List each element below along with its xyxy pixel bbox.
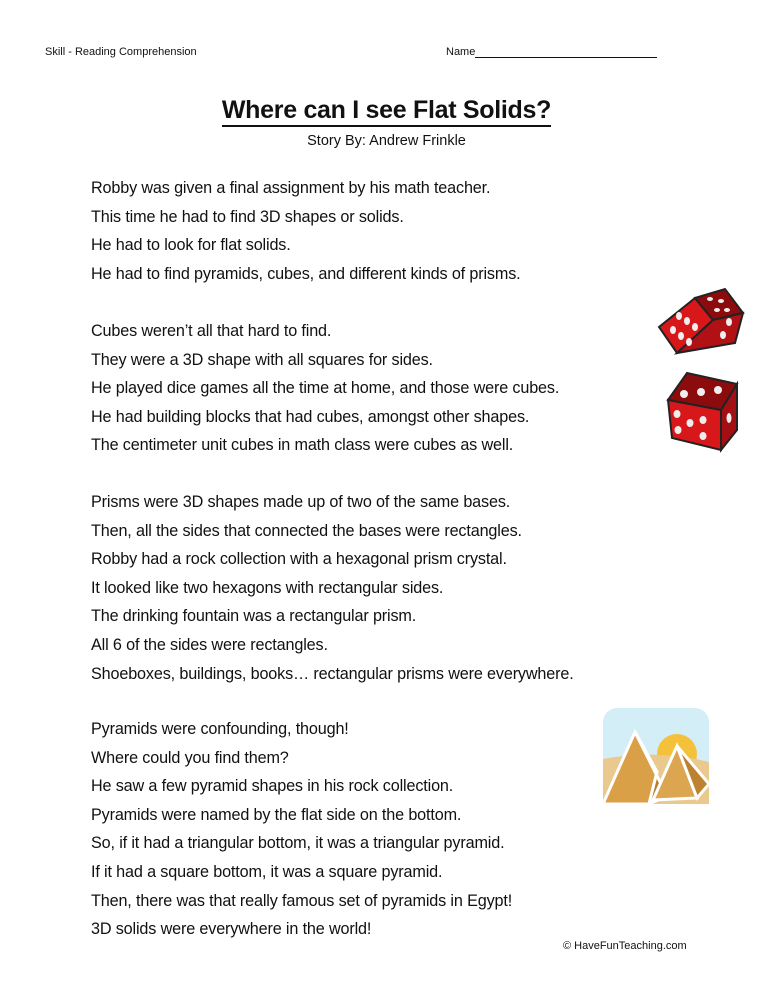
story-line: He played dice games all the time at home, and those were cubes. xyxy=(91,379,560,398)
story-line: He saw a few pyramid shapes in his rock collection. xyxy=(91,777,454,796)
story-line: So, if it had a triangular bottom, it was a triangular pyramid. xyxy=(91,834,505,853)
name-label: Name xyxy=(446,46,476,58)
title-text: Where can I see Flat Solids? xyxy=(222,96,551,127)
story-line: All 6 of the sides were rectangles. xyxy=(91,635,328,654)
story-line: Pyramids were confounding, though! xyxy=(91,720,349,738)
story-line: He had to find pyramids, cubes, and different kinds of prisms. xyxy=(91,264,521,283)
copyright-footer: © HaveFunTeaching.com xyxy=(563,940,687,952)
story-line: It looked like two hexagons with rectangular sides. xyxy=(91,578,444,597)
die-image-bottom xyxy=(665,370,745,455)
story-line: Then, all the sides that connected the bases were rectangles. xyxy=(91,521,522,540)
story-line: The centimeter unit cubes in math class were cubes as well. xyxy=(91,436,514,455)
story-line: Robby had a rock collection with a hexagonal prism crystal. xyxy=(91,550,507,569)
paragraph-3 xyxy=(91,488,574,688)
paragraph-4 xyxy=(91,715,512,944)
story-line: 3D solids were everywhere in the world! xyxy=(91,920,372,939)
story-line: If it had a square bottom, it was a square pyramid. xyxy=(91,862,443,881)
story-line: This time he had to find 3D shapes or solids. xyxy=(91,207,404,226)
paragraph-1 xyxy=(91,174,521,288)
story-line: Shoeboxes, buildings, books… rectangular prisms were everywhere. xyxy=(91,664,574,683)
story-line: Where could you find them? xyxy=(91,748,289,767)
story-line: Pyramids were named by the flat side on the bottom. xyxy=(91,805,462,824)
story-line: He had to look for flat solids. xyxy=(91,236,291,255)
story-line: The drinking fountain was a rectangular prism. xyxy=(91,607,417,626)
story-line: Then, there was that really famous set of pyramids in Egypt! xyxy=(91,891,513,910)
name-field[interactable] xyxy=(446,46,657,58)
story-line: Prisms were 3D shapes made up of two of the same bases. xyxy=(91,493,511,511)
page-title xyxy=(0,96,773,125)
die-image-top xyxy=(655,285,750,365)
story-line: He had building blocks that had cubes, amongst other shapes. xyxy=(91,407,530,426)
paragraph-2 xyxy=(91,317,559,460)
name-blank-line[interactable] xyxy=(475,46,657,58)
story-line: They were a 3D shape with all squares for sides. xyxy=(91,350,433,369)
byline: Story By: Andrew Frinkle xyxy=(307,133,466,149)
story-line: Robby was given a final assignment by his math teacher. xyxy=(91,179,491,197)
story-line: Cubes weren’t all that hard to find. xyxy=(91,322,332,340)
skill-label: Skill - Reading Comprehension xyxy=(45,46,197,58)
pyramids-image xyxy=(597,704,715,809)
